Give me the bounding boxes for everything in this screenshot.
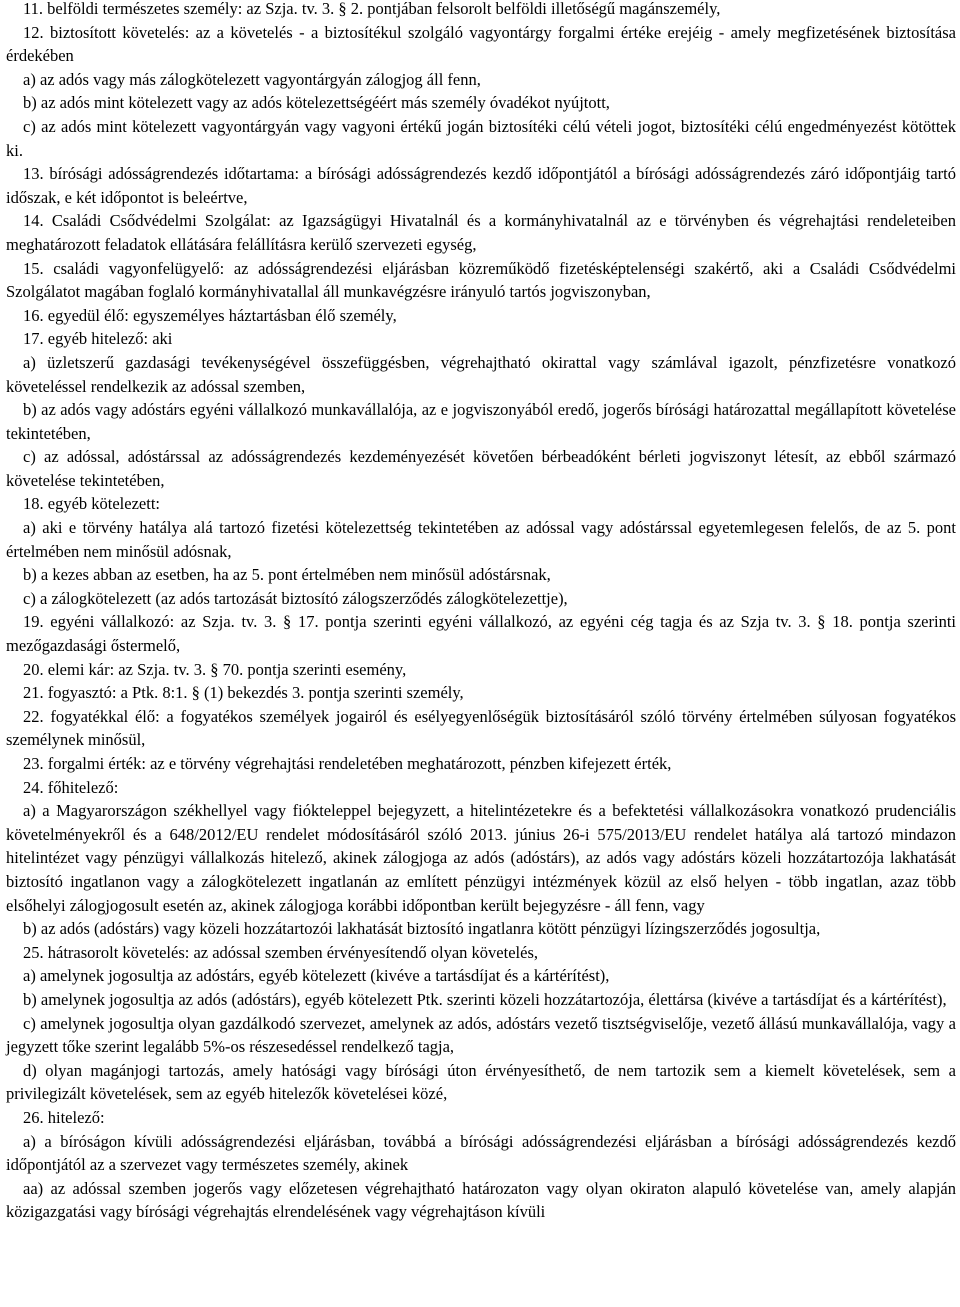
paragraph-25-a: a) amelynek jogosultja az adóstárs, egyéb kötelezett (kivéve a tartásdíjat és a kártérítést),	[23, 966, 610, 986]
paragraph-17-a: a) üzletszerű gazdasági tevékenységével összefüggésben, végrehajtható okirattal vagy számlával igazolt, pénzfizetésre vonatkozó követeléssel rendelkezik az adóssal szemben,	[6, 352, 956, 396]
paragraph-20-elemi-kar: 20. elemi kár: az Szja. tv. 3. § 70. pontja szerinti esemény,	[23, 659, 407, 679]
paragraph-11-belfoldi-termeszetes-szemely: 11. belföldi természetes személy: az Szja. tv. 3. § 2. pontjában felsorolt belföldi illetőségű magánszemély,	[23, 0, 721, 18]
paragraph-16-egyedul-elo: 16. egyedül élő: egyszemélyes háztartásban élő személy,	[23, 305, 397, 325]
paragraph-17-egyeb-hitelezo: 17. egyéb hitelező: aki	[23, 329, 173, 349]
paragraph-12-a: a) az adós vagy más zálogkötelezett vagyontárgyán zálogjog áll fenn,	[23, 69, 481, 89]
paragraph-12-c: c) az adós mint kötelezett vagyontárgyán vagy vagyoni értékű jogán biztosítéki célú vételi jogot, biztosítéki célú engedményezést kötöttek ki.	[6, 116, 956, 160]
paragraph-25-c: c) amelynek jogosultja olyan gazdálkodó szervezet, amelynek az adós, adóstárs vezető tisztségviselője, vezető állású munkavállalója, vagy a jegyzett tőke szerint legalább 5%-os részesedéssel rendelkező tagja,	[6, 1013, 956, 1057]
paragraph-13-birosagi-adossagrendezes-idotartama: 13. bírósági adósságrendezés időtartama: a bírósági adósságrendezés kezdő időpontjától a bírósági adósságrendezés záró időpontjáig tartó időszak, e két időpontot is beleértve,	[6, 164, 956, 207]
paragraph-24-fohitelezo: 24. főhitelező:	[23, 777, 119, 797]
document-page	[6, 0, 956, 1224]
paragraph-25-d: d) olyan magánjogi tartozás, amely hatósági vagy bírósági úton érvényesíthető, de nem tartozik sem a kiemelt követelések, sem a privilegizált követelések, sem az egyéb hitelezők követelései közé,	[6, 1060, 956, 1104]
paragraph-24-b: b) az adós (adóstárs) vagy közeli hozzátartozói lakhatását biztosító ingatlanra kötött pénzügyi lízingszerződés jogosultja,	[23, 919, 821, 939]
paragraph-21-fogyaszto: 21. fogyasztó: a Ptk. 8:1. § (1) bekezdés 3. pontja szerinti személy,	[23, 683, 464, 703]
paragraph-23-forgalmi-ertek: 23. forgalmi érték: az e törvény végrehajtási rendeletében meghatározott, pénzben kifejezett érték,	[23, 754, 672, 773]
paragraph-26-aa: aa) az adóssal szemben jogerős vagy előzetesen végrehajtható határozaton vagy olyan okiraton alapuló követelése van, amely alapján közigazgatási vagy bírósági végrehajtás elrendelésének vagy végrehajtáson kívüli	[6, 1178, 956, 1222]
paragraph-18-c: c) a zálogkötelezett (az adós tartozását biztosító zálogszerződés zálogkötelezettje),	[23, 588, 568, 608]
paragraph-15-csaladi-vagyonfelugyelo: 15. családi vagyonfelügyelő: az adósságrendezési eljárásban közreműködő fizetésképtelenségi szakértő, aki a Családi Csődvédelmi Szolgálatot magában foglaló kormányhivatallal áll munkavégzésre irányuló tartós jogviszonyban,	[6, 258, 956, 302]
paragraph-25-hatrasorolt-koveteles: 25. hátrasorolt követelés: az adóssal szemben érvényesítendő olyan követelés,	[23, 942, 538, 962]
paragraph-17-b: b) az adós vagy adóstárs egyéni vállalkozó munkavállalója, az e jogviszonyából eredő, jogerős bírósági határozattal megállapított követelése tekintetében,	[6, 400, 956, 443]
paragraph-18-a: a) aki e törvény hatálya alá tartozó fizetési kötelezettség tekintetében az adóssal vagy adóstárssal egyetemlegesen felelős, de az 5. pont értelmében nem minősül adósnak,	[6, 518, 956, 561]
paragraph-24-a: a) a Magyarországon székhellyel vagy fiókteleppel bejegyzett, a hitelintézetekre és a befektetési vállalkozásokra vonatkozó prudenciális követelményekről és a 648/2012/EU rendelet módosításáról szóló 2013. június 26-i 575/2013/EU rendelet hatálya alá tartozó mindazon hitelintézet vagy pénzügyi vállalkozás hitelező, akinek zálogjoga az adós (adóstárs), az adós vagy adóstárs közeli hozzátartozója lakhatását biztosító ingatlanon vagy a zálogkötelezett ingatlanán az említett pénzügyi intézmények közül az első helyen - több ingatlan, azaz több elsőhelyi zálogjogosult esetén az, akinek zálogjoga korábbi időpontban került bejegyzésre - áll fenn, vagy	[6, 801, 956, 915]
paragraph-12-biztositott-koveteles: 12. biztosított követelés: az a követelés - a biztosítékul szolgáló vagyontárgy forgalmi értéke erejéig - amely megfizetésének biztosítása érdekében	[6, 22, 956, 66]
paragraph-22-fogyatekkal-elo: 22. fogyatékkal élő: a fogyatékos személyek jogairól és esélyegyenlőségük biztosításáról szóló törvény értelmében súlyosan fogyatékos személynek minősül,	[6, 706, 956, 750]
paragraph-17-c: c) az adóssal, adóstárssal az adósságrendezés kezdeményezését követően bérbeadóként bérleti jogviszonyt létesít, az ebből származó követelése tekintetében,	[6, 447, 956, 490]
paragraph-25-b: b) amelynek jogosultja az adós (adóstárs), egyéb kötelezett Ptk. szerinti közeli hozzátartozója, élettársa (kivéve a tartásdíjat és a kártérítést),	[23, 989, 947, 1009]
paragraph-26-a: a) a bíróságon kívüli adósságrendezési eljárásban, továbbá a bírósági adósságrendezési eljárásban a bírósági adósságrendezés kezdő időpontjától az a szervezet vagy természetes személy, akinek	[6, 1131, 956, 1175]
paragraph-18-b: b) a kezes abban az esetben, ha az 5. pont értelmében nem minősül adóstársnak,	[23, 565, 551, 585]
paragraph-14-csaladi-csodvedelmi-szolgalat: 14. Családi Csődvédelmi Szolgálat: az Igazságügyi Hivatalnál és a kormányhivatalnál az e törvényben és végrehajtási rendeleteiben meghatározott feladatok ellátására felállításra kerülő szervezeti egység,	[6, 211, 956, 254]
paragraph-19-egyeni-vallalkozo: 19. egyéni vállalkozó: az Szja. tv. 3. § 17. pontja szerinti egyéni vállalkozó, az egyéni cég tagja és az Szja tv. 3. § 18. pontja szerinti mezőgazdasági őstermelő,	[6, 612, 956, 656]
paragraph-18-egyeb-kotelezett: 18. egyéb kötelezett:	[23, 494, 160, 514]
paragraph-26-hitelezo: 26. hitelező:	[23, 1107, 105, 1127]
paragraph-12-b: b) az adós mint kötelezett vagy az adós kötelezettségéért más személy óvadékot nyújtott,	[23, 93, 610, 113]
